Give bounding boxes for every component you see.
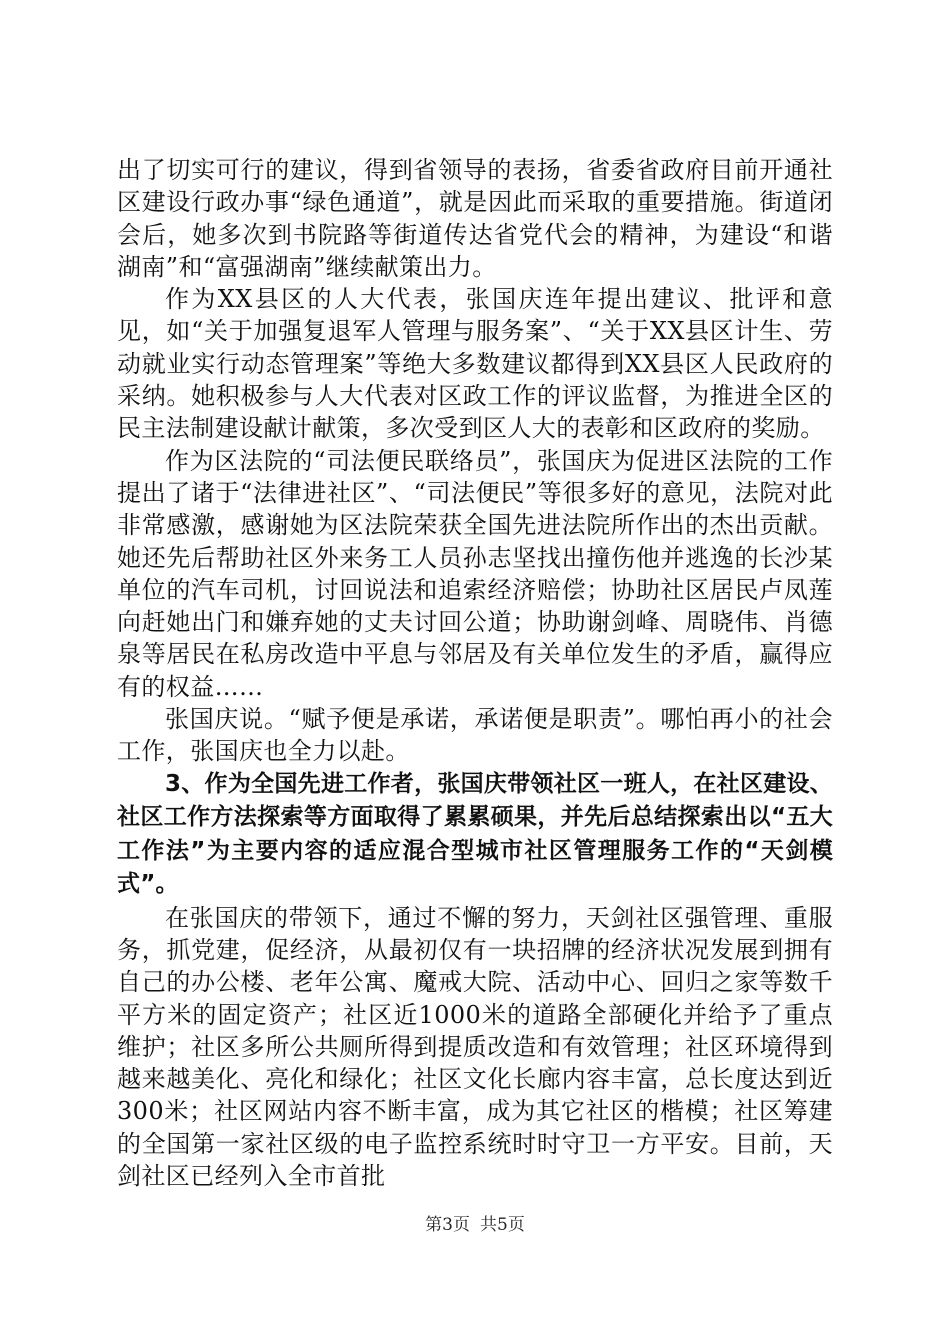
paragraph-quote: 张国庆说。“赋予便是承诺，承诺便是职责”。哪怕再小的社会工作，张国庆也全力以赴。	[117, 705, 833, 766]
paragraph-npc-deputy: 作为XX县区的人大代表，张国庆连年提出建议、批评和意见，如“关于加强复退军人管理与服务案”、“关于XX县区计生、劳动就业实行动态管理案”等绝大多数建议都得到XX县区人民政府的采纳。她积极参与人大代表对区政工作的评议监督，为推进全区的民主法制建设献计献策，多次受到区人大的表彰和区政府的奖励。	[117, 285, 833, 443]
paragraph-court-liaison: 作为区法院的“司法便民联络员”，张国庆为促进区法院的工作提出了诸于“法律进社区”、“司法便民”等很多好的意见，法院对此非常感激，感谢她为区法院荣获全国先进法院所作出的杰出贡献。她还先后帮助社区外来务工人员孙志坚找出撞伤他并逃逸的长沙某单位的汽车司机，讨回说法和追索经济赔偿；协助社区居民卢凤莲向赶她出门和嫌弃她的丈夫讨回公道；协助谢剑峰、周晓伟、肖德泉等居民在私房改造中平息与邻居及有关单位发生的矛盾，赢得应有的权益……	[117, 446, 833, 701]
document-body	[117, 154, 833, 1192]
section-heading-3: 3、作为全国先进工作者，张国庆带领社区一班人，在社区建设、社区工作方法探索等方面取得了累累硕果，并先后总结探索出以“五大工作法”为主要内容的适应混合型城市社区管理服务工作的“天剑模式”。	[117, 770, 833, 898]
page-number: 第3页	[425, 1215, 470, 1235]
page-footer	[0, 1214, 950, 1236]
page-total: 共5页	[480, 1215, 525, 1235]
paragraph-continuation: 出了切实可行的建议，得到省领导的表扬，省委省政府目前开通社区建设行政办事“绿色通道”，就是因此而采取的重要措施。街道闭会后，她多次到书院路等街道传达省党代会的精神，为建设“和谐湖南”和“富强湖南”继续献策出力。	[117, 156, 833, 281]
paragraph-community-achievements: 在张国庆的带领下，通过不懈的努力，天剑社区强管理、重服务，抓党建，促经济，从最初仅有一块招牌的经济状况发展到拥有自己的办公楼、老年公寓、魔戒大院、活动中心、回归之家等数千平方米的固定资产；社区近1000米的道路全部硬化并给予了重点维护；社区多所公共厕所得到提质改造和有效管理；社区环境得到越来越美化、亮化和绿化；社区文化长廊内容丰富，总长度达到近300米；社区网站内容不断丰富，成为其它社区的楷模；社区筹建的全国第一家社区级的电子监控系统时时守卫一方平安。目前，天剑社区已经列入全市首批	[117, 903, 833, 1191]
